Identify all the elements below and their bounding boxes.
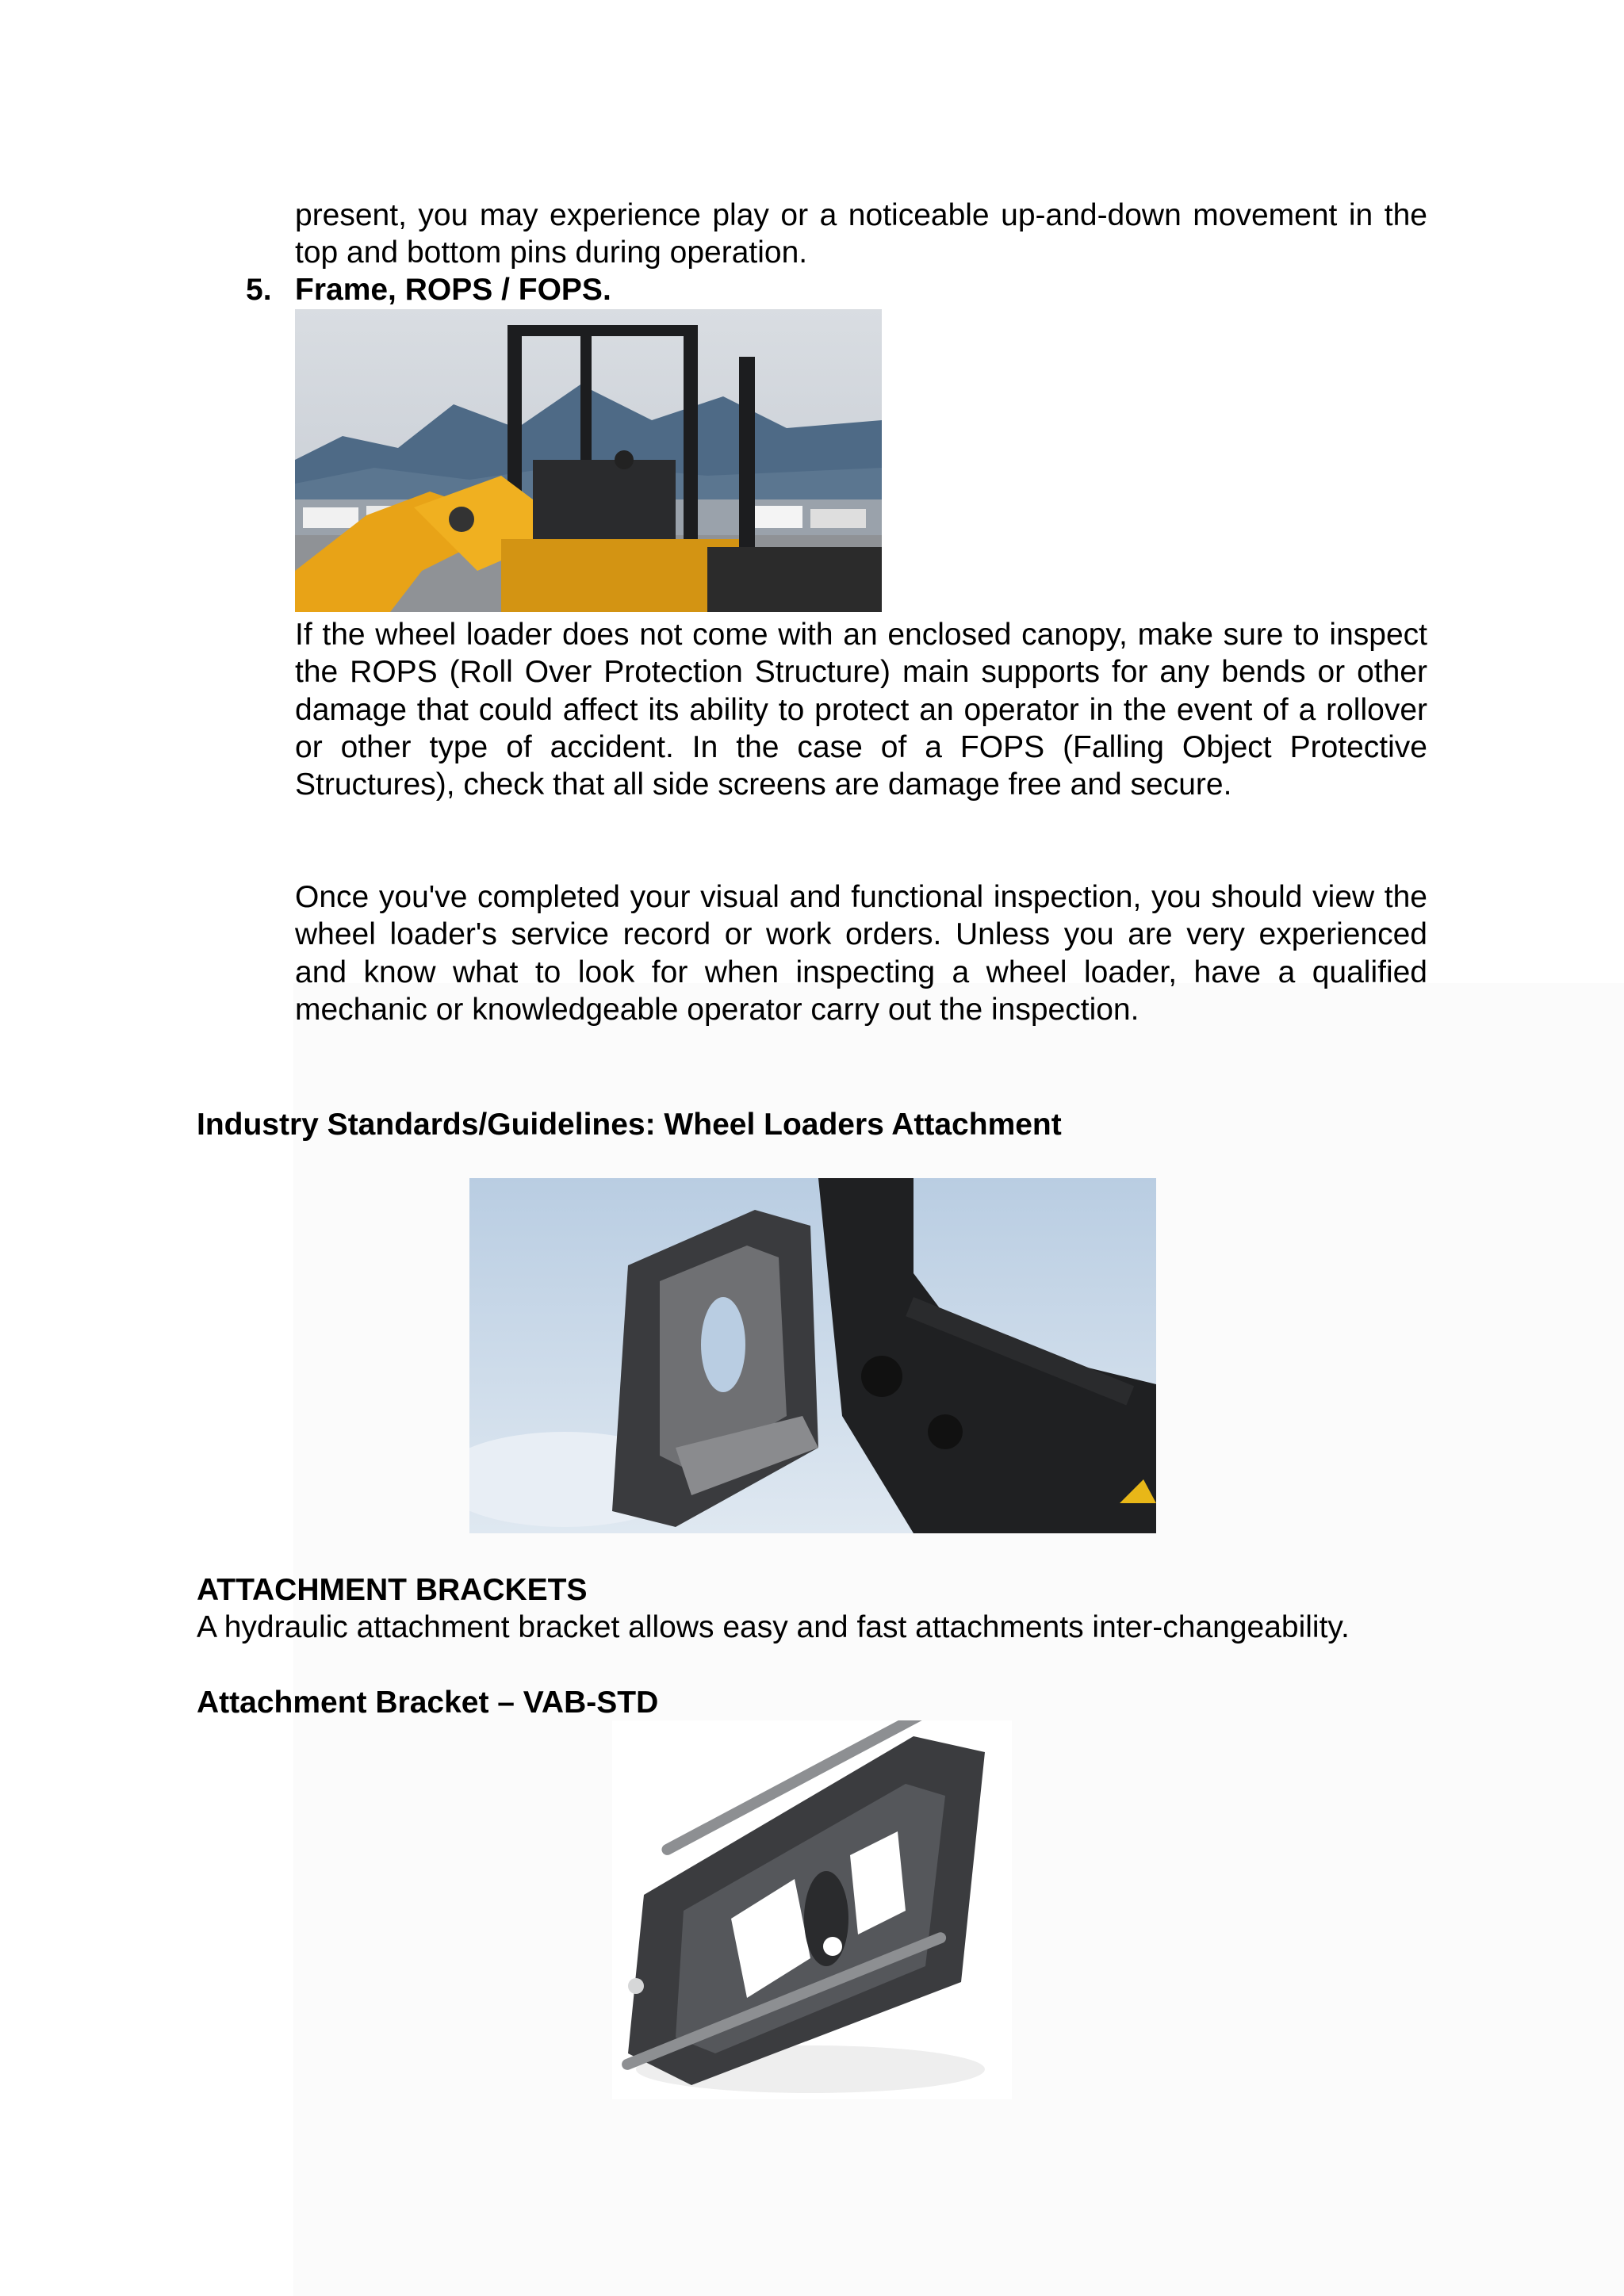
intro-continuation: present, you may experience play or a noticeable up-and-down movement in the top and bottom pins during operation. (295, 198, 1427, 270)
vab-std-heading: Attachment Bracket – VAB-STD (197, 1686, 659, 1720)
vab-std-bracket-photo (612, 1720, 1012, 2099)
attachment-brackets-description: A hydraulic attachment bracket allows easy and fast attachments inter-changeability. (197, 1610, 1350, 1644)
section-heading: Industry Standards/Guidelines: Wheel Loaders Attachment (197, 1108, 1062, 1142)
list-item-title: Frame, ROPS / FOPS. (295, 273, 611, 307)
rops-fops-paragraph: If the wheel loader does not come with an enclosed canopy, make sure to inspect the ROPS (Roll Over Protection Structure) main supports for any bends or other damage that could affect its ability to protect an operator in the event of a rollover or other type of accident. In the case of a FOPS (Falling Object Protective Structures), check that all side screens are damage free and secure. (295, 618, 1427, 802)
attachment-bracket-photo (469, 1178, 1156, 1533)
list-item-number: 5. (246, 273, 272, 307)
wheel-loader-photo (295, 309, 882, 612)
attachment-brackets-heading: ATTACHMENT BRACKETS (197, 1573, 588, 1607)
inspection-paragraph: Once you've completed your visual and functional inspection, you should view the wheel loader's service record or work orders. Unless you are very experienced and know what to look for when inspecting a wheel loader, have a qualified mechanic or knowledgeable operator carry out the inspection. (295, 880, 1427, 1027)
